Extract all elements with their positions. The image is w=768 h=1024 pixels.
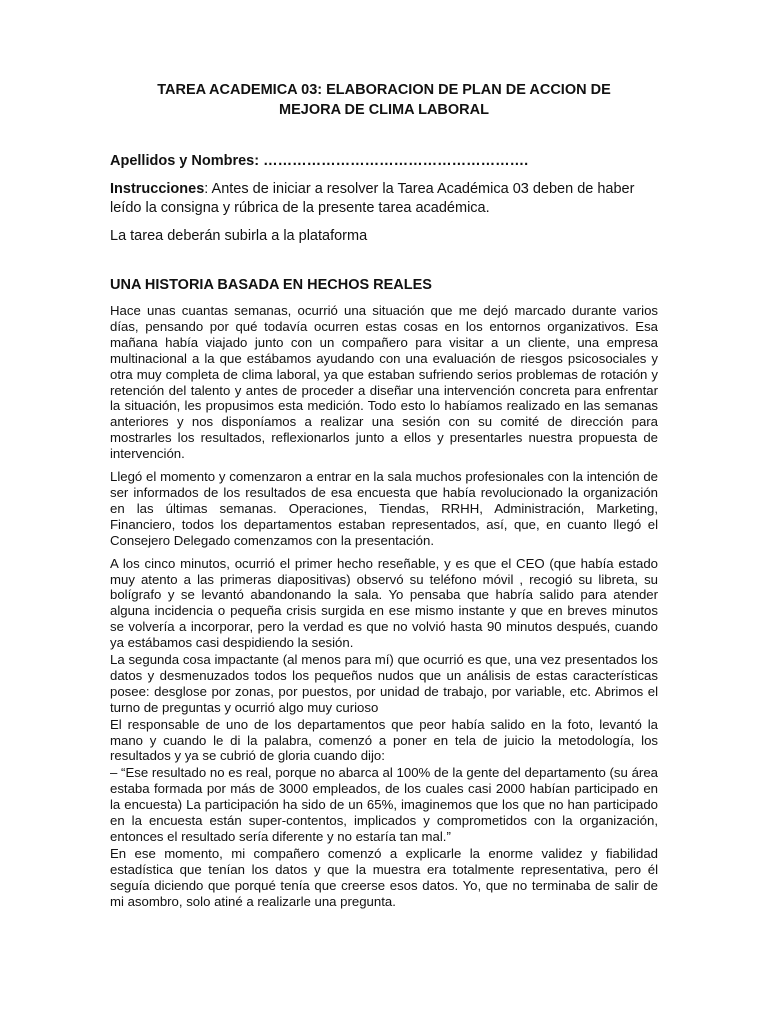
- document-title: [110, 80, 658, 120]
- paragraph-5: El responsable de uno de los departamentos que peor había salido en la foto, levantó la mano y cuando le di la palabra, comenzó a poner en tela de juicio la metodología, los resultados y ya se cubrió de gloria cuando dijo:: [110, 716, 658, 764]
- title-line-1: TAREA ACADEMICA 03: ELABORACION DE PLAN DE ACCION DE: [157, 82, 611, 98]
- instructions-text: : Antes de iniciar a resolver la Tarea Académica 03 deben de haber leído la consigna y rúbrica de la presente tarea académica.: [110, 181, 635, 216]
- paragraph-7: En ese momento, mi compañero comenzó a explicarle la enorme validez y fiabilidad estadística que tenían los datos y que la muestra era totalmente representativa, pero él seguía diciendo que porqué tenía que creerse esos datos. Yo, que no terminaba de salir de mi asombro, solo atiné a realizarle una pregunta.: [110, 845, 658, 909]
- paragraph-3: A los cinco minutos, ocurrió el primer hecho reseñable, y es que el CEO (que había estado muy atento a las primeras diapositivas) observó su teléfono móvil , recogió su libreta, su bolígrafo y se levantó abandonando la sala. Yo pensaba que habría salido para atender alguna incidencia o pequeña crisis surgida en ese mismo instante y que en breves minutos se volvería a incorporar, pero la verdad es que no volvió hasta 90 minutos después, cuando ya estábamos casi despidiendo la sesión.: [110, 555, 658, 651]
- instructions-label: Instrucciones: [110, 181, 205, 197]
- paragraph-2: Llegó el momento y comenzaron a entrar en la sala muchos profesionales con la intención de ser informados de los resultados de esa encuesta que había revolucionado la organización en las últimas semanas. Operaciones, Tiendas, RRHH, Administración, Marketing, Financiero, todos los departamentos estaban representados, así, que, en cuanto llegó el Consejero Delegado comenzamos con la presentación.: [110, 469, 658, 548]
- paragraph-6-quote: – “Ese resultado no es real, porque no abarca al 100% de la gente del departamento (su área estaba formada por más de 3000 empleados, de los cuales casi 2000 habían participado en la encuesta) La participación ha sido de un 65%, imaginemos que los que no han participado en la encuesta están super-contentos, implicados y comprometidos con la organización, entonces el resultado sería diferente y no estaría tan mal.”: [110, 765, 658, 844]
- title-line-2: MEJORA DE CLIMA LABORAL: [279, 102, 489, 118]
- section-title: UNA HISTORIA BASADA EN HECHOS REALES: [110, 277, 432, 293]
- name-field: Apellidos y Nombres: ……………………………………………….: [110, 153, 529, 169]
- paragraph-4: La segunda cosa impactante (al menos para mí) que ocurrió es que, una vez presentados los datos y desmenuzados todos los pequeños nudos que un análisis de estas características posee: desglose por zonas, por puestos, por unidad de trabajo, por variable, etc. Abrimos el turno de preguntas y ocurrió algo muy curioso: [110, 652, 658, 715]
- instructions: [110, 180, 658, 218]
- paragraph-1: Hace unas cuantas semanas, ocurrió una situación que me dejó marcado durante varios días, pensando por qué todavía ocurren estas cosas en los entornos organizativos. Esa mañana había viajado junto con un compañero para visitar a un cliente, una empresa multinacional a la que estábamos ayudando con una evaluación de riesgos psicosociales y otra muy completa de clima laboral, ya que estaban sufriendo serios problemas de rotación y retención del talento y antes de proceder a diseñar una intervención concreta para enfrentar la situación, les propusimos esta medición. Todo esto lo habíamos realizado en las semanas anteriores y nos disponíamos a realizar una sesión con su comité de dirección para mostrarles los resultados, reflexionarlos junto a ellos y presentarles nuestra propuesta de intervención.: [110, 303, 658, 462]
- upload-note: La tarea deberán subirla a la plataforma: [110, 228, 368, 244]
